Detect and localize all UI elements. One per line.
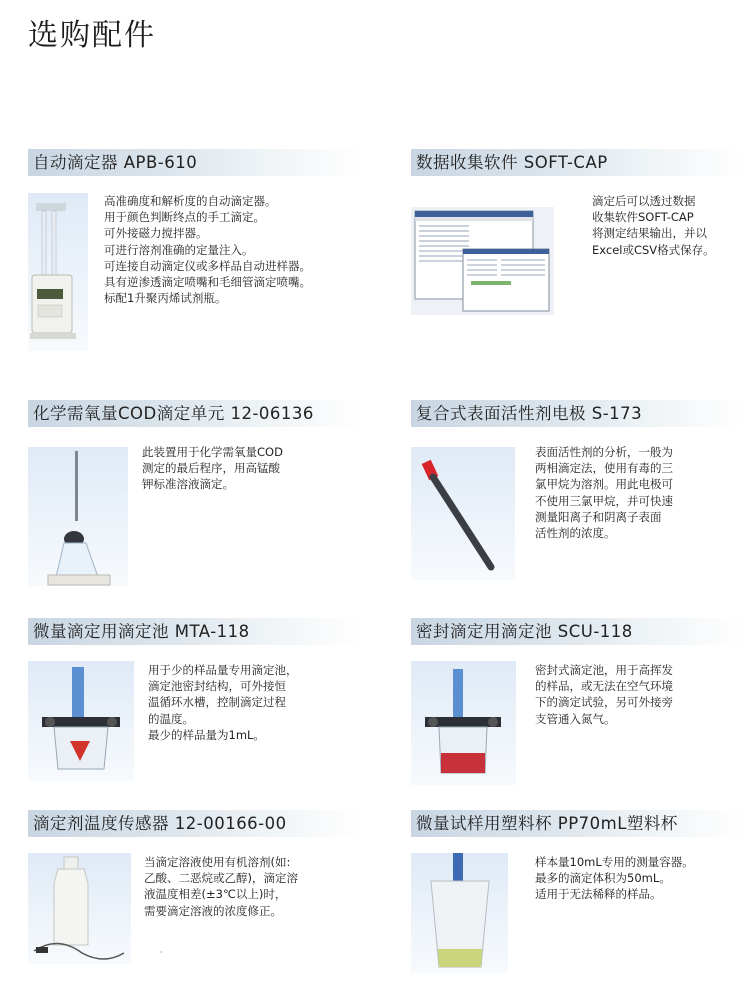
temp-sensor-photo bbox=[28, 853, 131, 964]
decorative-dot: · bbox=[160, 948, 163, 957]
section-description: 滴定后可以透过数据 收集软件SOFT-CAP 将测定结果输出，并以 Excel或CSV格式保存。 bbox=[592, 194, 715, 257]
section-title: 滴定剂温度传感器 12-00166-00 bbox=[28, 810, 362, 837]
section-cod-unit bbox=[28, 400, 362, 492]
section-title: 化学需氧量COD滴定单元 12-06136 bbox=[28, 400, 362, 427]
section-title: 数据收集软件 SOFT-CAP bbox=[411, 149, 745, 176]
section-sealed-cell bbox=[411, 618, 745, 726]
section-temp-sensor bbox=[28, 810, 362, 918]
sealed-cell-photo bbox=[411, 661, 516, 785]
section-electrode bbox=[411, 400, 745, 541]
section-micro-cell bbox=[28, 618, 362, 742]
cod-unit-photo bbox=[28, 447, 128, 586]
section-title: 复合式表面活性剂电极 S-173 bbox=[411, 400, 745, 427]
section-plastic-cup bbox=[411, 810, 745, 902]
section-soft-cap bbox=[411, 149, 745, 257]
electrode-photo bbox=[411, 447, 515, 580]
section-title: 密封滴定用滴定池 SCU-118 bbox=[411, 618, 745, 645]
section-title: 微量滴定用滴定池 MTA-118 bbox=[28, 618, 362, 645]
section-description: 高准确度和解析度的自动滴定器。 用于颜色判断终点的手工滴定。 可外接磁力搅拌器。 可进行溶剂准确的定量注入。 可连接自动滴定仪或多样品自动进样器。 具有逆渗透滴定喷嘴和毛细管滴定喷嘴。 标配1升聚丙烯试剂瓶。 bbox=[104, 194, 311, 306]
auto-titrator-photo bbox=[28, 193, 88, 351]
section-title: 自动滴定器 APB-610 bbox=[28, 149, 362, 176]
page-title: 选购配件 bbox=[28, 18, 156, 53]
section-description: 样本量10mL专用的测量容器。 最多的滴定体积为50mL。 适用于无法稀释的样品。 bbox=[535, 855, 694, 902]
section-description: 表面活性剂的分析，一般为 两相滴定法，使用有毒的三 氯甲烷为溶剂。用此电极可 不使用三氯甲烷，并可快速 测量阳离子和阴离子表面 活性剂的浓度。 bbox=[535, 445, 673, 541]
section-description: 密封式滴定池，用于高挥发 的样品，或无法在空气环境 下的滴定试验，另可外接旁 支管通入氮气。 bbox=[535, 663, 673, 726]
section-description: 此装置用于化学需氧量COD 测定的最后程序，用高锰酸 钾标准溶液滴定。 bbox=[142, 445, 283, 492]
section-description: 用于少的样品量专用滴定池， 滴定池密封结构，可外接恒 温循环水槽，控制滴定过程 的温度。 最少的样品量为1mL。 bbox=[148, 663, 298, 742]
section-title: 微量试样用塑料杯 PP70mL塑料杯 bbox=[411, 810, 745, 837]
section-auto-titrator bbox=[28, 149, 362, 306]
micro-cell-photo bbox=[28, 661, 134, 781]
section-description: 当滴定溶液使用有机溶剂(如: 乙酸、二恶烷或乙醇)，滴定溶 液温度相差(±3℃以上)时， 需要滴定溶液的浓度修正。 bbox=[144, 855, 298, 918]
software-screenshot bbox=[411, 207, 554, 315]
plastic-cup-photo bbox=[411, 853, 508, 973]
